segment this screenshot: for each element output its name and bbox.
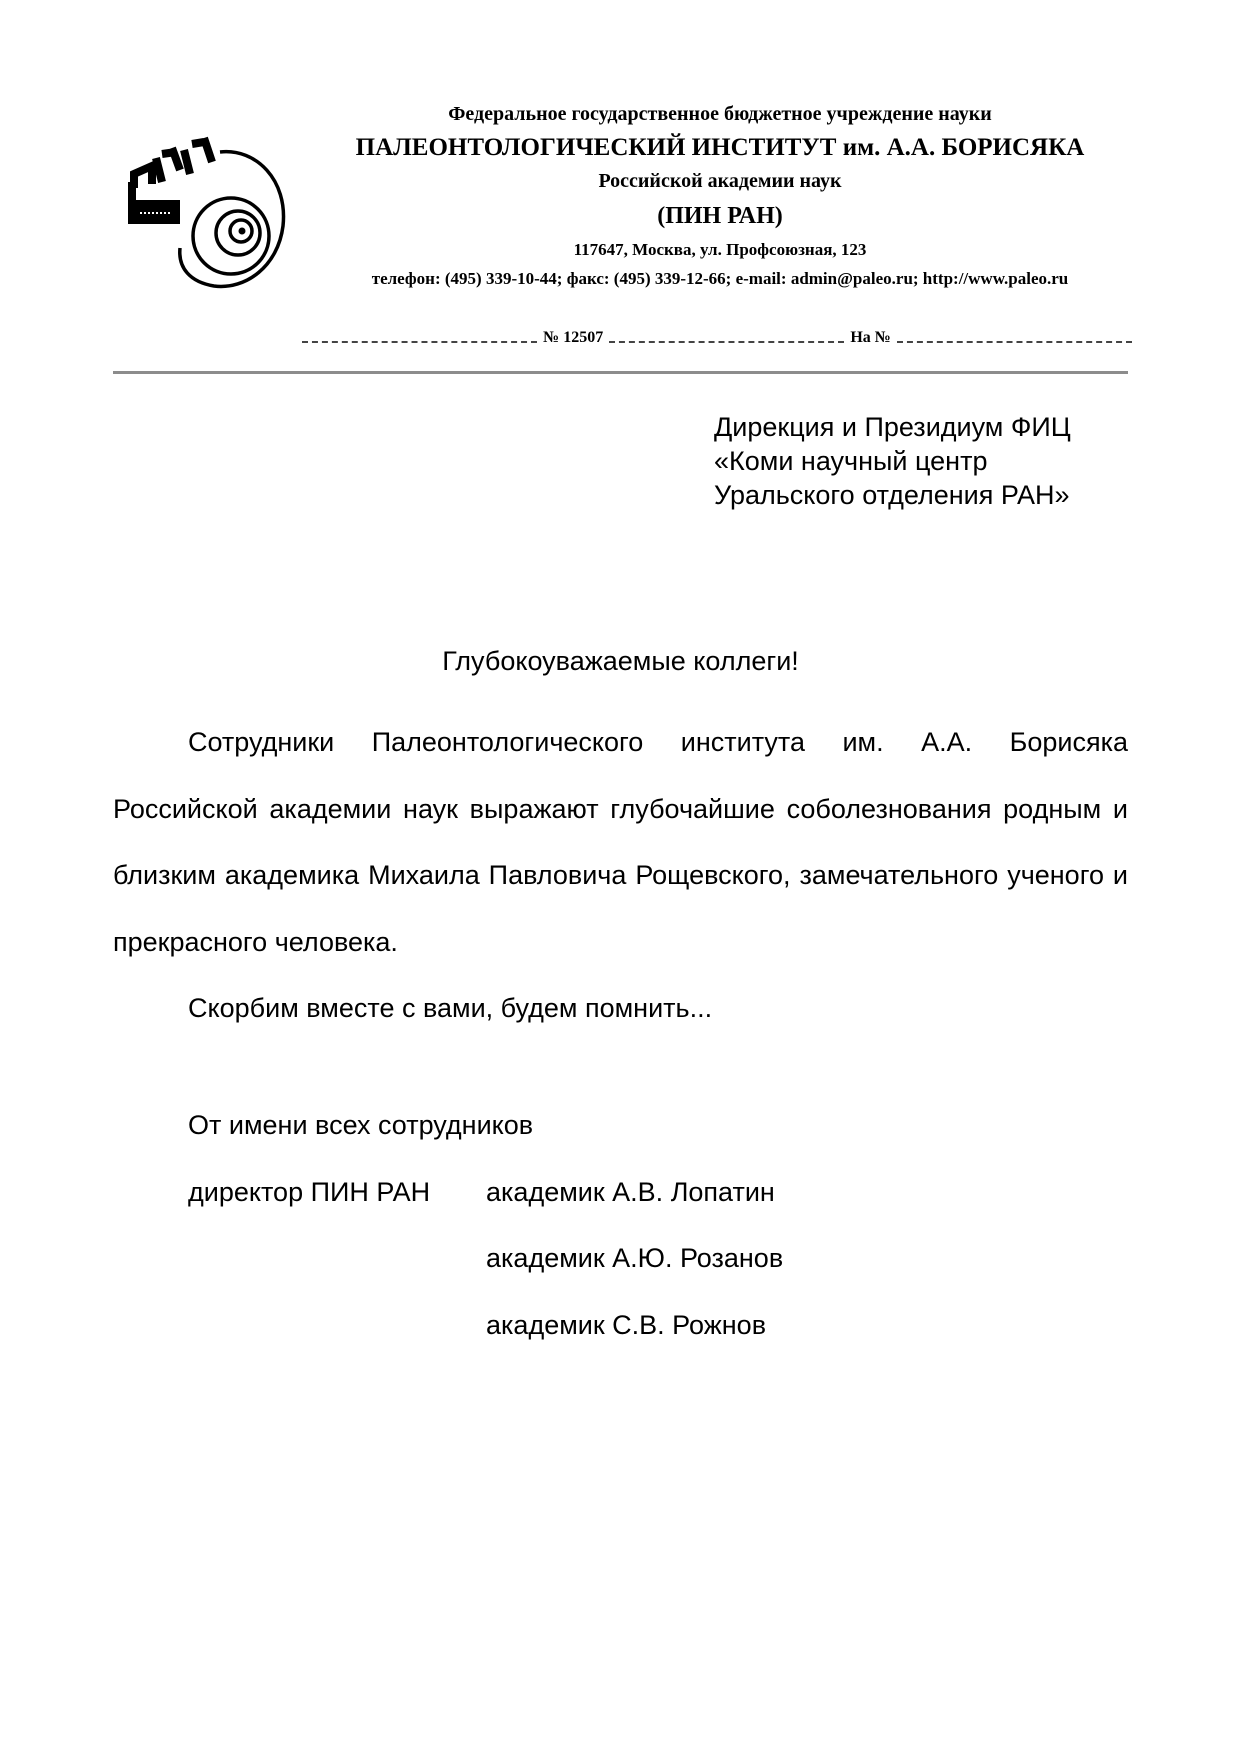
header-divider: [113, 371, 1128, 374]
header-institute-name: ПАЛЕОНТОЛОГИЧЕСКИЙ ИНСТИТУТ им. А.А. БОРИСЯКА: [355, 134, 1085, 161]
document-number: № 12507: [543, 329, 604, 346]
institute-logo: [128, 130, 298, 300]
addressee-block: [714, 410, 1071, 512]
header-contacts: телефон: (495) 339-10-44; факс: (495) 339-12-66; e-mail: admin@paleo.ru; http://www.paleo.ru: [371, 269, 1069, 288]
addressee-line: «Коми научный центр: [714, 446, 988, 476]
header-org-type: Федеральное государственное бюджетное учреждение науки: [448, 103, 992, 125]
header-abbreviation: (ПИН РАН): [657, 203, 783, 229]
signatory-name: академик А.В. Лопатин: [486, 1177, 775, 1207]
addressee-line: Дирекция и Президиум ФИЦ: [714, 412, 1071, 442]
blank-line: [609, 340, 844, 343]
addressee-line: Уральского отделения РАН»: [714, 480, 1070, 510]
body-paragraph: Скорбим вместе с вами, будем помнить...: [188, 993, 713, 1023]
body-paragraph: Сотрудники Палеонтологического института им. А.А. Борисяка Российской академии наук выражают глубочайшие соболезнования родным и близким академика Михаила Павловича Рощевского, замечательного ученого и прекрасного человека.: [113, 727, 1128, 957]
reply-to-number: На №: [850, 329, 891, 346]
salutation: Глубокоуважаемые коллеги!: [442, 646, 799, 676]
signatory-name: академик А.Ю. Розанов: [486, 1243, 784, 1273]
blank-line: [302, 340, 537, 343]
header-academy: Российской академии наук: [598, 170, 842, 192]
header-address: 117647, Москва, ул. Профсоюзная, 123: [573, 240, 867, 259]
signatory-name: академик С.В. Рожнов: [486, 1310, 767, 1340]
blank-line: [897, 340, 1132, 343]
registration-line: [302, 325, 1132, 347]
signatory-role: директор ПИН РАН: [188, 1177, 431, 1207]
letter-body: [113, 709, 1128, 1042]
closing-line: От имени всех сотрудников: [188, 1110, 534, 1140]
